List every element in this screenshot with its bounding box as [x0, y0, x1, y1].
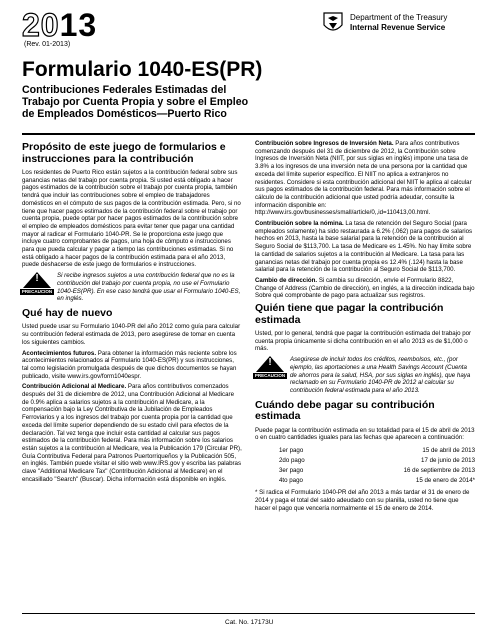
schedule-row: [279, 446, 475, 456]
schedule-date: 17 de junio de 2013: [421, 457, 475, 465]
medicare-body: Para años contributivos comenzados después del 31 de diciembre de 2012, una Contribución Adicional al Medicare de 0.9% aplica a salarios sujetos a la contribución al Medicare, a la compensación bajo la Ley Contributiva de la Jubilación de Empleados Ferroviarios y a los ingresos del trabajo por cuenta propia por la cantidad que exceda del límite superior dependiendo de su estado civil para efectos de la declaración. Tal vez tenga que incluir esta cantidad al calcular sus pagos estimados de la contribución federal. Para más información sobre los salarios están sujetos a la contribución al Medicare, vea la Publicación 179 (Circular PR), Guía Contributiva Federal para Patronos Puertorriqueños y la Publicación 505, en inglés. También puede visitar el sitio web www.IRS.gov y escriba las palabras clave "Additional Medicare Tax" (Contribución Adicional al Medicare) en el encasillado "Search" (Buscar). Dicha información está disponible en inglés.: [22, 383, 242, 483]
paragraph-niit: [255, 140, 475, 217]
department-line: Department of the Treasury: [350, 13, 448, 22]
form-subtitle: Contribuciones Federales Estimadas del Trabajo por Cuenta Propia y sobre el Empleo de Empleados Domésticos—Puerto Rico: [22, 84, 249, 120]
header-divider: [22, 133, 475, 135]
year-prefix: 20: [22, 7, 60, 43]
form-year: [22, 8, 97, 42]
payroll-lead: Contribución sobre la nómina.: [255, 220, 344, 228]
agency-name: [350, 13, 447, 33]
schedule-date: 15 de enero de 2014*: [415, 477, 475, 485]
schedule-label: 3er pago: [279, 467, 304, 475]
caution-label: PRECAUCION: [21, 289, 53, 295]
revision-label: (Rev. 01-2013): [24, 41, 71, 48]
heading-when-to-pay: Cuándo debe pagar su contribución estimada: [255, 398, 435, 423]
schedule-row: [279, 466, 475, 476]
schedule-row: [279, 456, 475, 466]
heading-purpose: Propósito de este juego de formularios e instrucciones para la contribución: [22, 141, 226, 165]
schedule-date: 15 de abril de 2013: [422, 447, 475, 455]
future-events-lead: Acontecimientos futuros.: [22, 349, 97, 357]
caution-text-1: Si recibe ingresos sujetos a una contribución federal que no es la contribución del trabajo por cuenta propia, no use el Formulario 1040-ES(PR). En ese caso tendrá que usar el Formulario 1040-ES, en inglés.: [57, 272, 241, 303]
irs-logo: [322, 9, 482, 39]
schedule-date: 16 de septiembre de 2013: [403, 467, 475, 475]
payment-schedule: [279, 446, 475, 486]
paragraph-purpose: Los residentes de Puerto Rico están sujetos a la contribución federal sobre sus ganancias netas del trabajo por cuenta propia. Si usted está obligado a hacer pagos estimados de la contribución sobre el trabajo por cuenta propia, también tendrá que incluir las contribuciones sobre el empleo de trabajadores domésticos en el cómputo de sus pagos de la contribución estimada. Pero, si no tiene que hacer pagos estimados de la contribución federal sobre el trabajo por cuenta propia, puede optar por hacer pagos estimados de la contribución sobre el empleo de empleados domésticos para evitar tener que pagar una cantidad mayor al radicar el Formulario 1040-PR. Se le proporciona este juego que incluye cuatro comprobantes de pagos, una hoja de cómputo e instrucciones para que pueda calcular y pagar a tiempo las contribuciones estimadas. Si no está obligado a hacer pagos de la contribución estimada para el año 2013, puede deshacerse de este juego de formularios e instrucciones.: [22, 169, 241, 269]
schedule-label: 2do pago: [279, 457, 305, 465]
caution-box-1: [22, 272, 242, 303]
paragraph-whats-new: Usted puede usar su Formulario 1040-PR del año 2012 como guía para calcular su contribución federal estimada de 2013, pero asegúrese de tomar en cuenta los siguientes cambios.: [22, 323, 241, 346]
niit-lead: Contribución sobre Ingresos de Inversión Neta.: [255, 140, 394, 147]
left-column: [22, 140, 242, 487]
paragraph-address: [255, 277, 475, 300]
right-column: [255, 140, 475, 515]
caution-label: PRECAUCION: [254, 373, 286, 379]
paragraph-medicare: [22, 383, 242, 483]
catalog-number: Cat. No. 17173U: [225, 619, 274, 626]
paragraph-future-events: [22, 350, 242, 381]
irs-eagle-icon: [322, 11, 344, 35]
niit-body: Para años contributivos comenzando después del 31 de diciembre de 2012, la Contribución sobre Ingresos de Inversión Neta (NIIT, por sus siglas en inglés) impone una tasa de 3.8% a los ingresos de una inversión neta de una persona por la cantidad que exceda del límite superior específico. El NIIT no aplica a extranjeros no residentes. Considere si esta contribución adicional del NIIT le aplica al calcular sus pagos estimados de la contribución federal. Para más información sobre el cálculo de la contribución adicional que usted podría adeudar, consulte la información disponible en: http://www.irs.gov/businesses/small/article/0,,id=110413,00.html.: [255, 140, 472, 217]
address-body: Si cambia su dirección, envíe el Formulario 8822, Change of Address (Cambio de dirección), en inglés, a la dirección indicada bajo Sobre qué comprobante de pago para actualizar sus registros.: [255, 276, 475, 300]
heading-whats-new: Qué hay de nuevo: [22, 306, 113, 319]
caution-box-2: [255, 356, 475, 395]
schedule-row: [279, 476, 475, 486]
irs-line: Internal Revenue Service: [350, 23, 446, 32]
heading-who-must-pay: Quién tiene que pagar la contribución estimada: [255, 302, 444, 326]
caution-icon: ! PRECAUCION: [21, 273, 53, 295]
paragraph-payroll: [255, 220, 475, 274]
caution-icon: ! PRECAUCION: [254, 357, 286, 379]
future-events-body: Para obtener la información más reciente sobre los acontecimientos relacionados al Formulario 1040-ES(PR) y sus instrucciones, tal como legislación promulgada después de que dichos documentos se hayan publicado, visite www.irs.gov/form1040espr.: [22, 349, 237, 380]
payroll-body: La tasa de retención del Seguro Social (para empleados solamente) ha sido restaurada a 6.2% (.062) para pagos de salarios hechos en 2013, hasta la base salarial para la retención de la contribución al Seguro Social de $113,700. La tasa de Medicare es 1.45%. No hay límite sobre la cantidad de salarios sujetos a la contribución al Medicare. La tasa para las ganancias netas del trabajo por cuenta propia es 12.4% (.124) hasta la base salarial para la retención de la contribución al Seguro Social de $113,700.: [255, 220, 473, 274]
footer-divider: [22, 613, 475, 614]
form-title: Formulario 1040-ES(PR): [22, 58, 263, 81]
schedule-label: 4to pago: [279, 477, 303, 485]
address-lead: Cambio de dirección.: [255, 276, 318, 284]
schedule-label: 1er pago: [279, 447, 304, 455]
paragraph-footnote: * Si radica el Formulario 1040-PR del año 2013 a más tardar el 31 de enero de 2014 y paga el total del saldo adeudado con su planilla, usted no tiene que hacer el pago que vencería normalmente el 15 de enero de 2014.: [255, 489, 470, 512]
paragraph-when-to-pay: Puede pagar la contribución estimada en su totalidad para el 15 de abril de 2013 o en cuatro cantidades iguales para las fechas que aparecen a continuación:: [255, 426, 475, 442]
medicare-lead: Contribución Adicional al Medicare.: [22, 383, 127, 391]
year-suffix: 13: [59, 7, 98, 43]
paragraph-who-must-pay: Usted, por lo general, tendrá que pagar la contribución estimada del trabajo por cuenta propia únicamente si dicha contribución en el año 2013 es de $1,000 o más.: [255, 330, 472, 353]
caution-text-2: Asegúrese de incluir todos los créditos, reembolsos, etc., (por ejemplo, las aportaciones a una Health Savings Account (Cuenta de ahorros para la salud, HSA, por sus siglas en inglés), que haya reclamado en su Formulario 1040-PR de 2012 al calcular su contribución federal estimada para el año 2013.: [290, 356, 471, 394]
